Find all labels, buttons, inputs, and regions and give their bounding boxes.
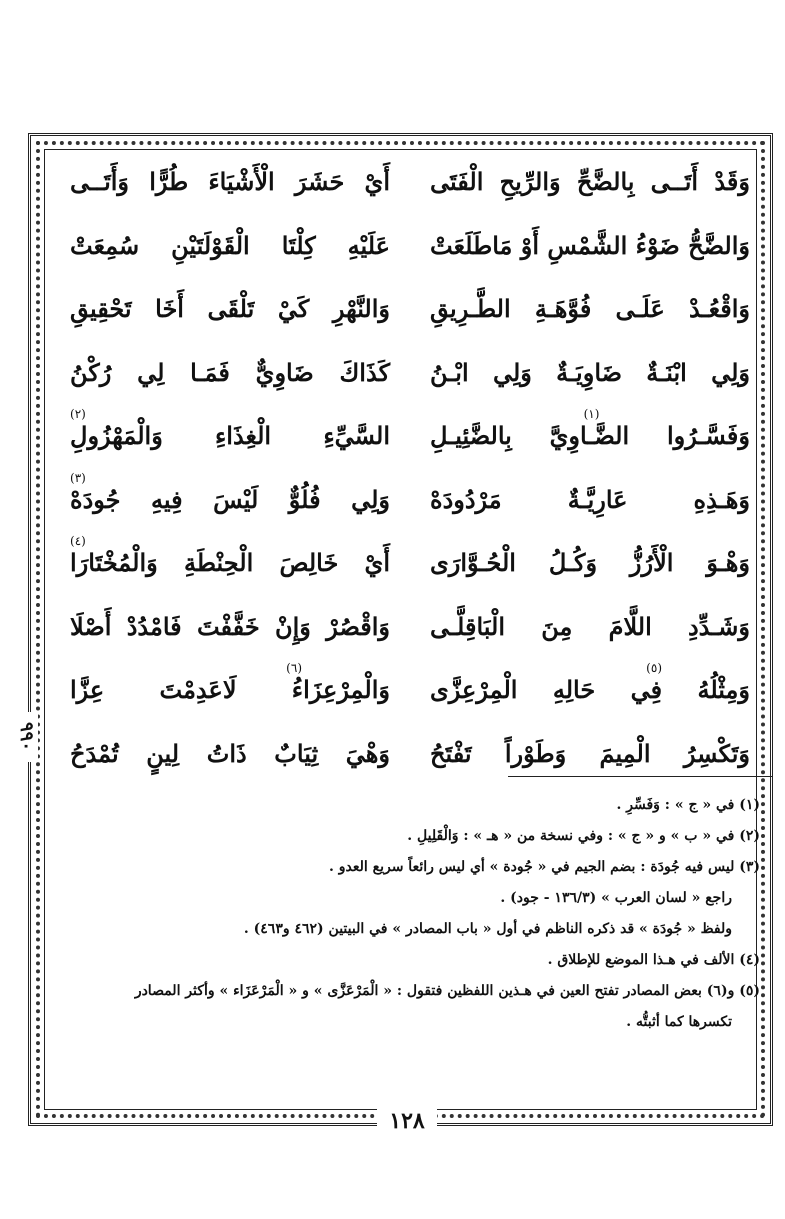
verse-second-hemistich: كَذَاكَ ضَاوِيٌّ فَمَـا لِي رُكْنُ — [70, 357, 390, 387]
footnote: (٣) ليس فيه جُودَة : بضم الجيم في « جُودة » أي ليس رائعاً سريع العدو . — [328, 859, 760, 875]
verse-second-hemistich — [70, 470, 390, 514]
footnotes — [60, 790, 760, 1038]
page-number: ١٢٨ — [377, 1108, 437, 1134]
verse — [70, 404, 750, 468]
footnote-separator — [508, 776, 773, 777]
footnote-ref: (٤) — [70, 534, 86, 549]
footnote-continuation: راجع « لسان العرب » (١٣٦/٣ - جود) . — [500, 890, 732, 906]
poem — [70, 150, 750, 785]
footnote-ref: (٣) — [70, 470, 86, 485]
verse-first-hemistich — [430, 661, 750, 705]
verse — [70, 214, 750, 278]
verse-first-hemistich: وَلِي ابْنَـةٌ ضَاوِيَـةٌ وَلِي ابْـنُ — [430, 357, 750, 387]
verse-text: أَيْ خَالِصَ الْحِنْطَةِ وَالْمُخْتَارَا — [70, 548, 390, 578]
verse-second-hemistich: عَلَيْهِ كِلْتَا الْقَوْلَتَيْنِ سُمِعَتْ — [70, 230, 390, 260]
footnote: (٤) الألف في هـذا الموضع للإطلاق . — [547, 952, 760, 968]
verse-counter: ٩٩٠ — [14, 712, 38, 762]
verse-first-hemistich — [430, 407, 750, 451]
footnote: (٢) في « ب » و « ج » : وفي نسخة من « هـ » : وَالْقَلِيلِ . — [407, 828, 760, 844]
footnote-continuation: ولفظ « جُودَة » قد ذكره الناظم في أول « باب المصادر » في البيتين (٤٦٢ و٤٦٣) . — [243, 921, 732, 937]
footnote: (٥) و(٦) بعض المصادر تفتح العين في هـذين اللفظين فتقول : « الْمَرْعَزَّى » و « الْمَرْعَزَاء » وأكثر المصادر — [134, 983, 760, 999]
verse-second-hemistich — [70, 661, 390, 705]
verse-second-hemistich — [70, 534, 390, 578]
verse-second-hemistich: وَالنَّهْرِ كَيْ تَلْقَى أَخَا تَحْقِيقِ — [70, 294, 390, 324]
verse-text: السَّيِّءِ الْغِذَاءِ وَالْمَهْزُولِ — [70, 421, 390, 451]
footnote: (١) في « ج » : وَفَسِّرِ . — [616, 797, 760, 813]
verse — [70, 277, 750, 341]
verse — [70, 531, 750, 595]
footnote-ref: (١) — [583, 407, 600, 422]
verse-second-hemistich — [70, 407, 390, 451]
verse — [70, 150, 750, 214]
verse-text: وَالْمِرْعِزَاءُ لَاعَدِمْتَ عِزَّا — [70, 675, 390, 705]
verse — [70, 341, 750, 405]
footnote-ref: (٢) — [70, 407, 86, 422]
footnote-ref: (٦) — [286, 661, 302, 676]
verse-second-hemistich: وَاقْصُرْ وَإِنْ خَفَّفْتَ فَامْدُدْ أَصْلَا — [70, 611, 390, 641]
verse — [70, 468, 750, 532]
verse-first-hemistich: وَالضَّحُّ ضَوْءُ الشَّمْسِ أَوْ مَاطَلَعَتْ — [430, 230, 750, 260]
footnote-continuation: تكسرها كما أثبتُّه . — [626, 1014, 732, 1030]
verse-first-hemistich: وَهَـذِهِ عَارِيَّـةٌ مَرْدُودَهْ — [430, 484, 750, 514]
verse-first-hemistich: وَاقْعُـدْ عَلَـى فُوَّهَـةِ الطَّـرِيقِ — [430, 294, 750, 324]
verse-text: وَلِي فُلُوٌّ لَيْسَ فِيهِ جُودَهْ — [70, 484, 390, 514]
verse-first-hemistich: وَهْـوَ الْأَرُزُّ وَكُـلُ الْحُـوَّارَى — [430, 548, 750, 578]
footnote-ref: (٥) — [646, 661, 662, 676]
verse-first-hemistich: وَقَدْ أَتَــى بِالضَّحِّ وَالرِّيحِ الْفَتَى — [430, 167, 750, 197]
verse-second-hemistich: وَهْيَ ثِيَابٌ ذَاتُ لِينٍ تُمْدَحُ — [70, 738, 390, 768]
verse — [70, 658, 750, 722]
verse-second-hemistich: أَيْ حَشَرَ الْأَشْيَاءَ طُرًّا وَأَتَــى — [70, 167, 390, 197]
verse-text: وَمِثْلُهُ فِي حَالِهِ الْمِرْعِزَّى — [430, 675, 750, 705]
verse-first-hemistich: وَشَـدِّدِ اللَّامَ مِنَ الْبَاقِلَّـى — [430, 611, 750, 641]
verse — [70, 595, 750, 659]
verse-text: وَفَسَّـرُوا الضَّـاوِيَّ بِالضَّئِيـلِ — [430, 421, 750, 451]
verse-first-hemistich: وَتَكْسِرُ الْمِيمَ وَطَوْراً تَفْتَحُ — [430, 738, 750, 768]
